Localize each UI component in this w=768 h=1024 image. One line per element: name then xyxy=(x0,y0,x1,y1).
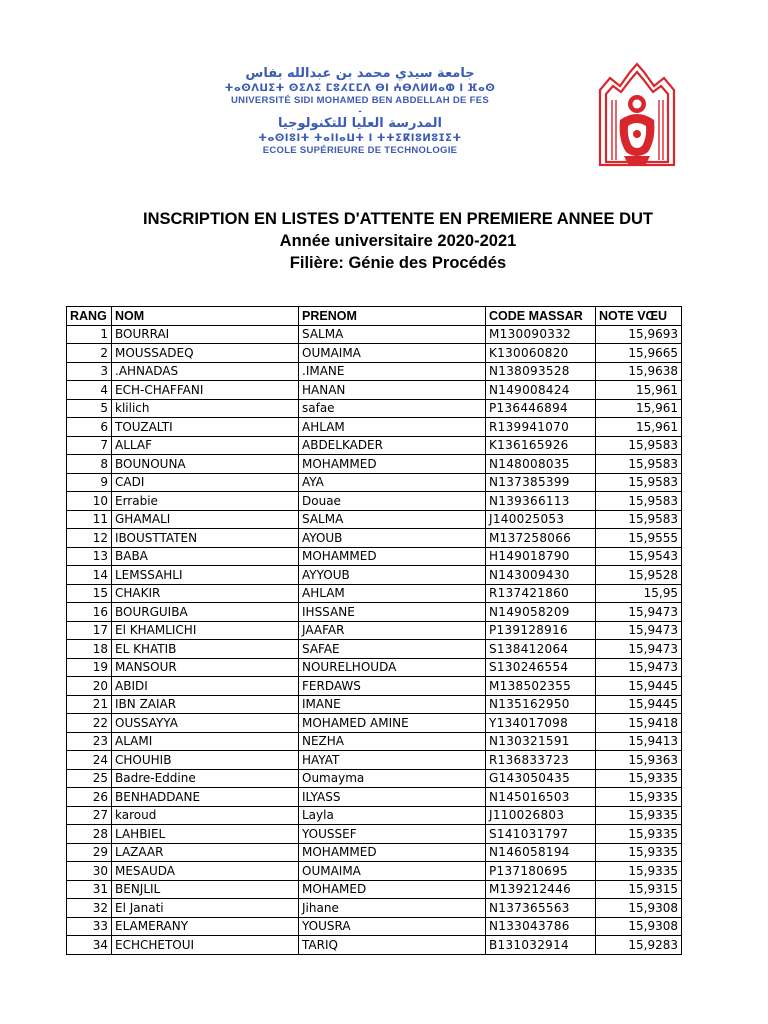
cell-note-voeu: 15,9335 xyxy=(596,825,682,844)
table-row xyxy=(67,899,682,918)
cell-note-voeu: 15,9693 xyxy=(596,325,682,344)
cell-note-voeu: 15,9473 xyxy=(596,640,682,659)
cell-rang: 27 xyxy=(67,806,112,825)
cell-nom: ELAMERANY xyxy=(112,917,299,936)
cell-code-massar: N145016503 xyxy=(486,788,596,807)
cell-nom: BOUNOUNA xyxy=(112,455,299,474)
cell-nom: ECHCHETOUI xyxy=(112,936,299,955)
university-logo-icon xyxy=(590,60,685,170)
table-row xyxy=(67,381,682,400)
cell-note-voeu: 15,961 xyxy=(596,399,682,418)
cell-rang: 25 xyxy=(67,769,112,788)
cell-nom: ABIDI xyxy=(112,677,299,696)
cell-rang: 16 xyxy=(67,603,112,622)
cell-nom: CHOUHIB xyxy=(112,751,299,770)
cell-nom: klilich xyxy=(112,399,299,418)
cell-nom: IBN ZAIAR xyxy=(112,695,299,714)
table-row xyxy=(67,529,682,548)
cell-nom: TOUZALTI xyxy=(112,418,299,437)
table-row xyxy=(67,436,682,455)
document-header xyxy=(0,60,768,170)
cell-rang: 18 xyxy=(67,640,112,659)
column-header-note-voeu: NOTE VŒU xyxy=(596,307,682,326)
cell-note-voeu: 15,9473 xyxy=(596,658,682,677)
cell-code-massar: N149058209 xyxy=(486,603,596,622)
cell-code-massar: P137180695 xyxy=(486,862,596,881)
cell-code-massar: Y134017098 xyxy=(486,714,596,733)
cell-note-voeu: 15,95 xyxy=(596,584,682,603)
cell-rang: 19 xyxy=(67,658,112,677)
column-header-rang: RANG xyxy=(67,307,112,326)
school-name-arabic: المدرسة العليا للتكنولوجيا xyxy=(277,116,443,131)
cell-note-voeu: 15,9473 xyxy=(596,603,682,622)
cell-code-massar: K136165926 xyxy=(486,436,596,455)
table-row xyxy=(67,917,682,936)
cell-prenom: MOHAMMED xyxy=(299,843,486,862)
table-row xyxy=(67,325,682,344)
cell-nom: BENJLIL xyxy=(112,880,299,899)
institution-block xyxy=(200,66,520,157)
cell-nom: BOURGUIBA xyxy=(112,603,299,622)
cell-note-voeu: 15,9543 xyxy=(596,547,682,566)
cell-note-voeu: 15,9583 xyxy=(596,473,682,492)
cell-prenom: AYOUB xyxy=(299,529,486,548)
cell-code-massar: G143050435 xyxy=(486,769,596,788)
cell-prenom: HANAN xyxy=(299,381,486,400)
cell-note-voeu: 15,9413 xyxy=(596,732,682,751)
cell-rang: 34 xyxy=(67,936,112,955)
cell-rang: 7 xyxy=(67,436,112,455)
cell-prenom: AYA xyxy=(299,473,486,492)
cell-note-voeu: 15,9583 xyxy=(596,510,682,529)
cell-code-massar: N148008035 xyxy=(486,455,596,474)
table-row xyxy=(67,806,682,825)
cell-rang: 26 xyxy=(67,788,112,807)
cell-prenom: MOHAMMED xyxy=(299,547,486,566)
university-name-tifinagh: ⵜⴰⵙⴷⵡⵉⵜ ⵙⵉⴷⵉ ⵎⵓⵃⵎⵎⴷ ⴱⵏ ⵄⴱⴷⵍⵍⴰⵀ ⵏ ⴼⴰⵙ xyxy=(224,83,496,94)
cell-code-massar: M139212446 xyxy=(486,880,596,899)
table-row xyxy=(67,769,682,788)
table-row xyxy=(67,362,682,381)
cell-rang: 4 xyxy=(67,381,112,400)
cell-prenom: Jihane xyxy=(299,899,486,918)
cell-prenom: YOUSRA xyxy=(299,917,486,936)
cell-code-massar: S130246554 xyxy=(486,658,596,677)
cell-rang: 10 xyxy=(67,492,112,511)
table-row xyxy=(67,862,682,881)
cell-code-massar: M137258066 xyxy=(486,529,596,548)
cell-note-voeu: 15,9555 xyxy=(596,529,682,548)
cell-rang: 33 xyxy=(67,917,112,936)
cell-rang: 11 xyxy=(67,510,112,529)
table-row xyxy=(67,584,682,603)
cell-note-voeu: 15,9315 xyxy=(596,880,682,899)
cell-rang: 12 xyxy=(67,529,112,548)
cell-rang: 30 xyxy=(67,862,112,881)
table-row xyxy=(67,510,682,529)
table-row xyxy=(67,714,682,733)
cell-rang: 22 xyxy=(67,714,112,733)
table-header-row xyxy=(67,307,682,326)
cell-code-massar: P136446894 xyxy=(486,399,596,418)
page-title: INSCRIPTION EN LISTES D'ATTENTE EN PREMIERE ANNEE DUT xyxy=(143,210,653,228)
cell-rang: 14 xyxy=(67,566,112,585)
cell-nom: ALAMI xyxy=(112,732,299,751)
cell-nom: Errabie xyxy=(112,492,299,511)
cell-nom: El Janati xyxy=(112,899,299,918)
table-row xyxy=(67,695,682,714)
cell-rang: 8 xyxy=(67,455,112,474)
cell-note-voeu: 15,9445 xyxy=(596,677,682,696)
cell-prenom: ILYASS xyxy=(299,788,486,807)
cell-prenom: MOHAMED AMINE xyxy=(299,714,486,733)
cell-rang: 5 xyxy=(67,399,112,418)
cell-rang: 9 xyxy=(67,473,112,492)
cell-note-voeu: 15,9308 xyxy=(596,917,682,936)
cell-note-voeu: 15,9335 xyxy=(596,769,682,788)
cell-prenom: OUMAIMA xyxy=(299,862,486,881)
cell-rang: 20 xyxy=(67,677,112,696)
cell-rang: 1 xyxy=(67,325,112,344)
cell-prenom: .IMANE xyxy=(299,362,486,381)
cell-code-massar: K130060820 xyxy=(486,344,596,363)
academic-year: Année universitaire 2020-2021 xyxy=(279,232,517,250)
waiting-list-table xyxy=(66,306,682,955)
table-row xyxy=(67,492,682,511)
cell-code-massar: M138502355 xyxy=(486,677,596,696)
cell-note-voeu: 15,9418 xyxy=(596,714,682,733)
cell-rang: 15 xyxy=(67,584,112,603)
cell-code-massar: N146058194 xyxy=(486,843,596,862)
cell-nom: CADI xyxy=(112,473,299,492)
table-row xyxy=(67,344,682,363)
cell-rang: 13 xyxy=(67,547,112,566)
cell-nom: IBOUSTTATEN xyxy=(112,529,299,548)
cell-note-voeu: 15,9363 xyxy=(596,751,682,770)
cell-code-massar: N135162950 xyxy=(486,695,596,714)
column-header-code-massar: CODE MASSAR xyxy=(486,307,596,326)
table-row xyxy=(67,399,682,418)
university-name-latin: UNIVERSITÉ SIDI MOHAMED BEN ABDELLAH DE FES xyxy=(231,95,489,106)
cell-nom: El KHAMLICHI xyxy=(112,621,299,640)
cell-prenom: MOHAMMED xyxy=(299,455,486,474)
table-row xyxy=(67,751,682,770)
cell-nom: LEMSSAHLI xyxy=(112,566,299,585)
column-header-nom: NOM xyxy=(112,307,299,326)
table-row xyxy=(67,603,682,622)
cell-note-voeu: 15,9665 xyxy=(596,344,682,363)
cell-prenom: TARIQ xyxy=(299,936,486,955)
cell-rang: 24 xyxy=(67,751,112,770)
cell-nom: MESAUDA xyxy=(112,862,299,881)
table-row xyxy=(67,936,682,955)
table-row xyxy=(67,473,682,492)
table-row xyxy=(67,621,682,640)
cell-note-voeu: 15,961 xyxy=(596,381,682,400)
cell-note-voeu: 15,9583 xyxy=(596,436,682,455)
cell-code-massar: S141031797 xyxy=(486,825,596,844)
cell-rang: 29 xyxy=(67,843,112,862)
cell-code-massar: N143009430 xyxy=(486,566,596,585)
cell-prenom: OUMAIMA xyxy=(299,344,486,363)
cell-prenom: NOURELHOUDA xyxy=(299,658,486,677)
cell-rang: 31 xyxy=(67,880,112,899)
cell-note-voeu: 15,9638 xyxy=(596,362,682,381)
cell-rang: 28 xyxy=(67,825,112,844)
cell-nom: BOURRAI xyxy=(112,325,299,344)
cell-prenom: AYYOUB xyxy=(299,566,486,585)
cell-code-massar: N130321591 xyxy=(486,732,596,751)
cell-rang: 21 xyxy=(67,695,112,714)
table-row xyxy=(67,640,682,659)
cell-rang: 3 xyxy=(67,362,112,381)
table-row xyxy=(67,843,682,862)
table-row xyxy=(67,825,682,844)
cell-prenom: SAFAE xyxy=(299,640,486,659)
cell-nom: BABA xyxy=(112,547,299,566)
cell-code-massar: R136833723 xyxy=(486,751,596,770)
cell-prenom: IHSSANE xyxy=(299,603,486,622)
cell-nom: LAZAAR xyxy=(112,843,299,862)
cell-note-voeu: 15,9335 xyxy=(596,862,682,881)
cell-note-voeu: 15,9308 xyxy=(596,899,682,918)
cell-prenom: HAYAT xyxy=(299,751,486,770)
cell-note-voeu: 15,9583 xyxy=(596,455,682,474)
cell-prenom: IMANE xyxy=(299,695,486,714)
cell-prenom: SALMA xyxy=(299,510,486,529)
cell-prenom: safae xyxy=(299,399,486,418)
school-name-latin: ECOLE SUPÉRIEURE DE TECHNOLOGIE xyxy=(262,145,458,156)
cell-nom: EL KHATIB xyxy=(112,640,299,659)
cell-code-massar: B131032914 xyxy=(486,936,596,955)
cell-code-massar: R137421860 xyxy=(486,584,596,603)
column-header-prenom: PRENOM xyxy=(299,307,486,326)
cell-code-massar: N138093528 xyxy=(486,362,596,381)
cell-prenom: JAAFAR xyxy=(299,621,486,640)
cell-code-massar: P139128916 xyxy=(486,621,596,640)
cell-code-massar: N133043786 xyxy=(486,917,596,936)
cell-note-voeu: 15,9583 xyxy=(596,492,682,511)
table-row xyxy=(67,880,682,899)
cell-rang: 17 xyxy=(67,621,112,640)
cell-note-voeu: 15,9283 xyxy=(596,936,682,955)
cell-nom: .AHNADAS xyxy=(112,362,299,381)
cell-nom: CHAKIR xyxy=(112,584,299,603)
table-row xyxy=(67,788,682,807)
table-row xyxy=(67,455,682,474)
cell-note-voeu: 15,961 xyxy=(596,418,682,437)
cell-rang: 32 xyxy=(67,899,112,918)
cell-nom: ALLAF xyxy=(112,436,299,455)
table-row xyxy=(67,658,682,677)
cell-nom: GHAMALI xyxy=(112,510,299,529)
cell-nom: karoud xyxy=(112,806,299,825)
cell-code-massar: N137365563 xyxy=(486,899,596,918)
cell-code-massar: J110026803 xyxy=(486,806,596,825)
table-row xyxy=(67,566,682,585)
cell-note-voeu: 15,9335 xyxy=(596,788,682,807)
table-row xyxy=(67,677,682,696)
document-titles xyxy=(0,208,768,274)
school-name-tifinagh: ⵜⴰⵙⵏⵓⵏⵜ ⵜⴰⵏⵏⴰⵡⵜ ⵏ ⵜⵜⵉⴽⵏⵓⵍⵓⵊⵉⵜ xyxy=(258,133,462,144)
cell-note-voeu: 15,9335 xyxy=(596,806,682,825)
cell-prenom: ABDELKADER xyxy=(299,436,486,455)
cell-prenom: YOUSSEF xyxy=(299,825,486,844)
cell-note-voeu: 15,9445 xyxy=(596,695,682,714)
cell-nom: MANSOUR xyxy=(112,658,299,677)
cell-nom: LAHBIEL xyxy=(112,825,299,844)
cell-note-voeu: 15,9473 xyxy=(596,621,682,640)
cell-code-massar: R139941070 xyxy=(486,418,596,437)
cell-prenom: NEZHA xyxy=(299,732,486,751)
cell-code-massar: N139366113 xyxy=(486,492,596,511)
cell-prenom: AHLAM xyxy=(299,584,486,603)
cell-nom: ECH-CHAFFANI xyxy=(112,381,299,400)
cell-prenom: FERDAWS xyxy=(299,677,486,696)
cell-nom: OUSSAYYA xyxy=(112,714,299,733)
cell-prenom: Oumayma xyxy=(299,769,486,788)
program-name: Filière: Génie des Procédés xyxy=(289,254,507,272)
cell-rang: 6 xyxy=(67,418,112,437)
university-name-arabic: جامعة سيدي محمد بن عبدالله بفاس xyxy=(245,66,475,81)
cell-nom: MOUSSADEQ xyxy=(112,344,299,363)
cell-prenom: SALMA xyxy=(299,325,486,344)
cell-code-massar: M130090332 xyxy=(486,325,596,344)
cell-prenom: Douae xyxy=(299,492,486,511)
cell-note-voeu: 15,9528 xyxy=(596,566,682,585)
cell-rang: 23 xyxy=(67,732,112,751)
cell-rang: 2 xyxy=(67,344,112,363)
cell-code-massar: N137385399 xyxy=(486,473,596,492)
table-row xyxy=(67,547,682,566)
table-row xyxy=(67,418,682,437)
table-row xyxy=(67,732,682,751)
cell-prenom: MOHAMED xyxy=(299,880,486,899)
cell-code-massar: H149018790 xyxy=(486,547,596,566)
header-separator: - xyxy=(358,106,362,117)
cell-code-massar: J140025053 xyxy=(486,510,596,529)
cell-code-massar: N149008424 xyxy=(486,381,596,400)
cell-nom: Badre-Eddine xyxy=(112,769,299,788)
cell-note-voeu: 15,9335 xyxy=(596,843,682,862)
cell-prenom: Layla xyxy=(299,806,486,825)
cell-prenom: AHLAM xyxy=(299,418,486,437)
cell-code-massar: S138412064 xyxy=(486,640,596,659)
cell-nom: BENHADDANE xyxy=(112,788,299,807)
